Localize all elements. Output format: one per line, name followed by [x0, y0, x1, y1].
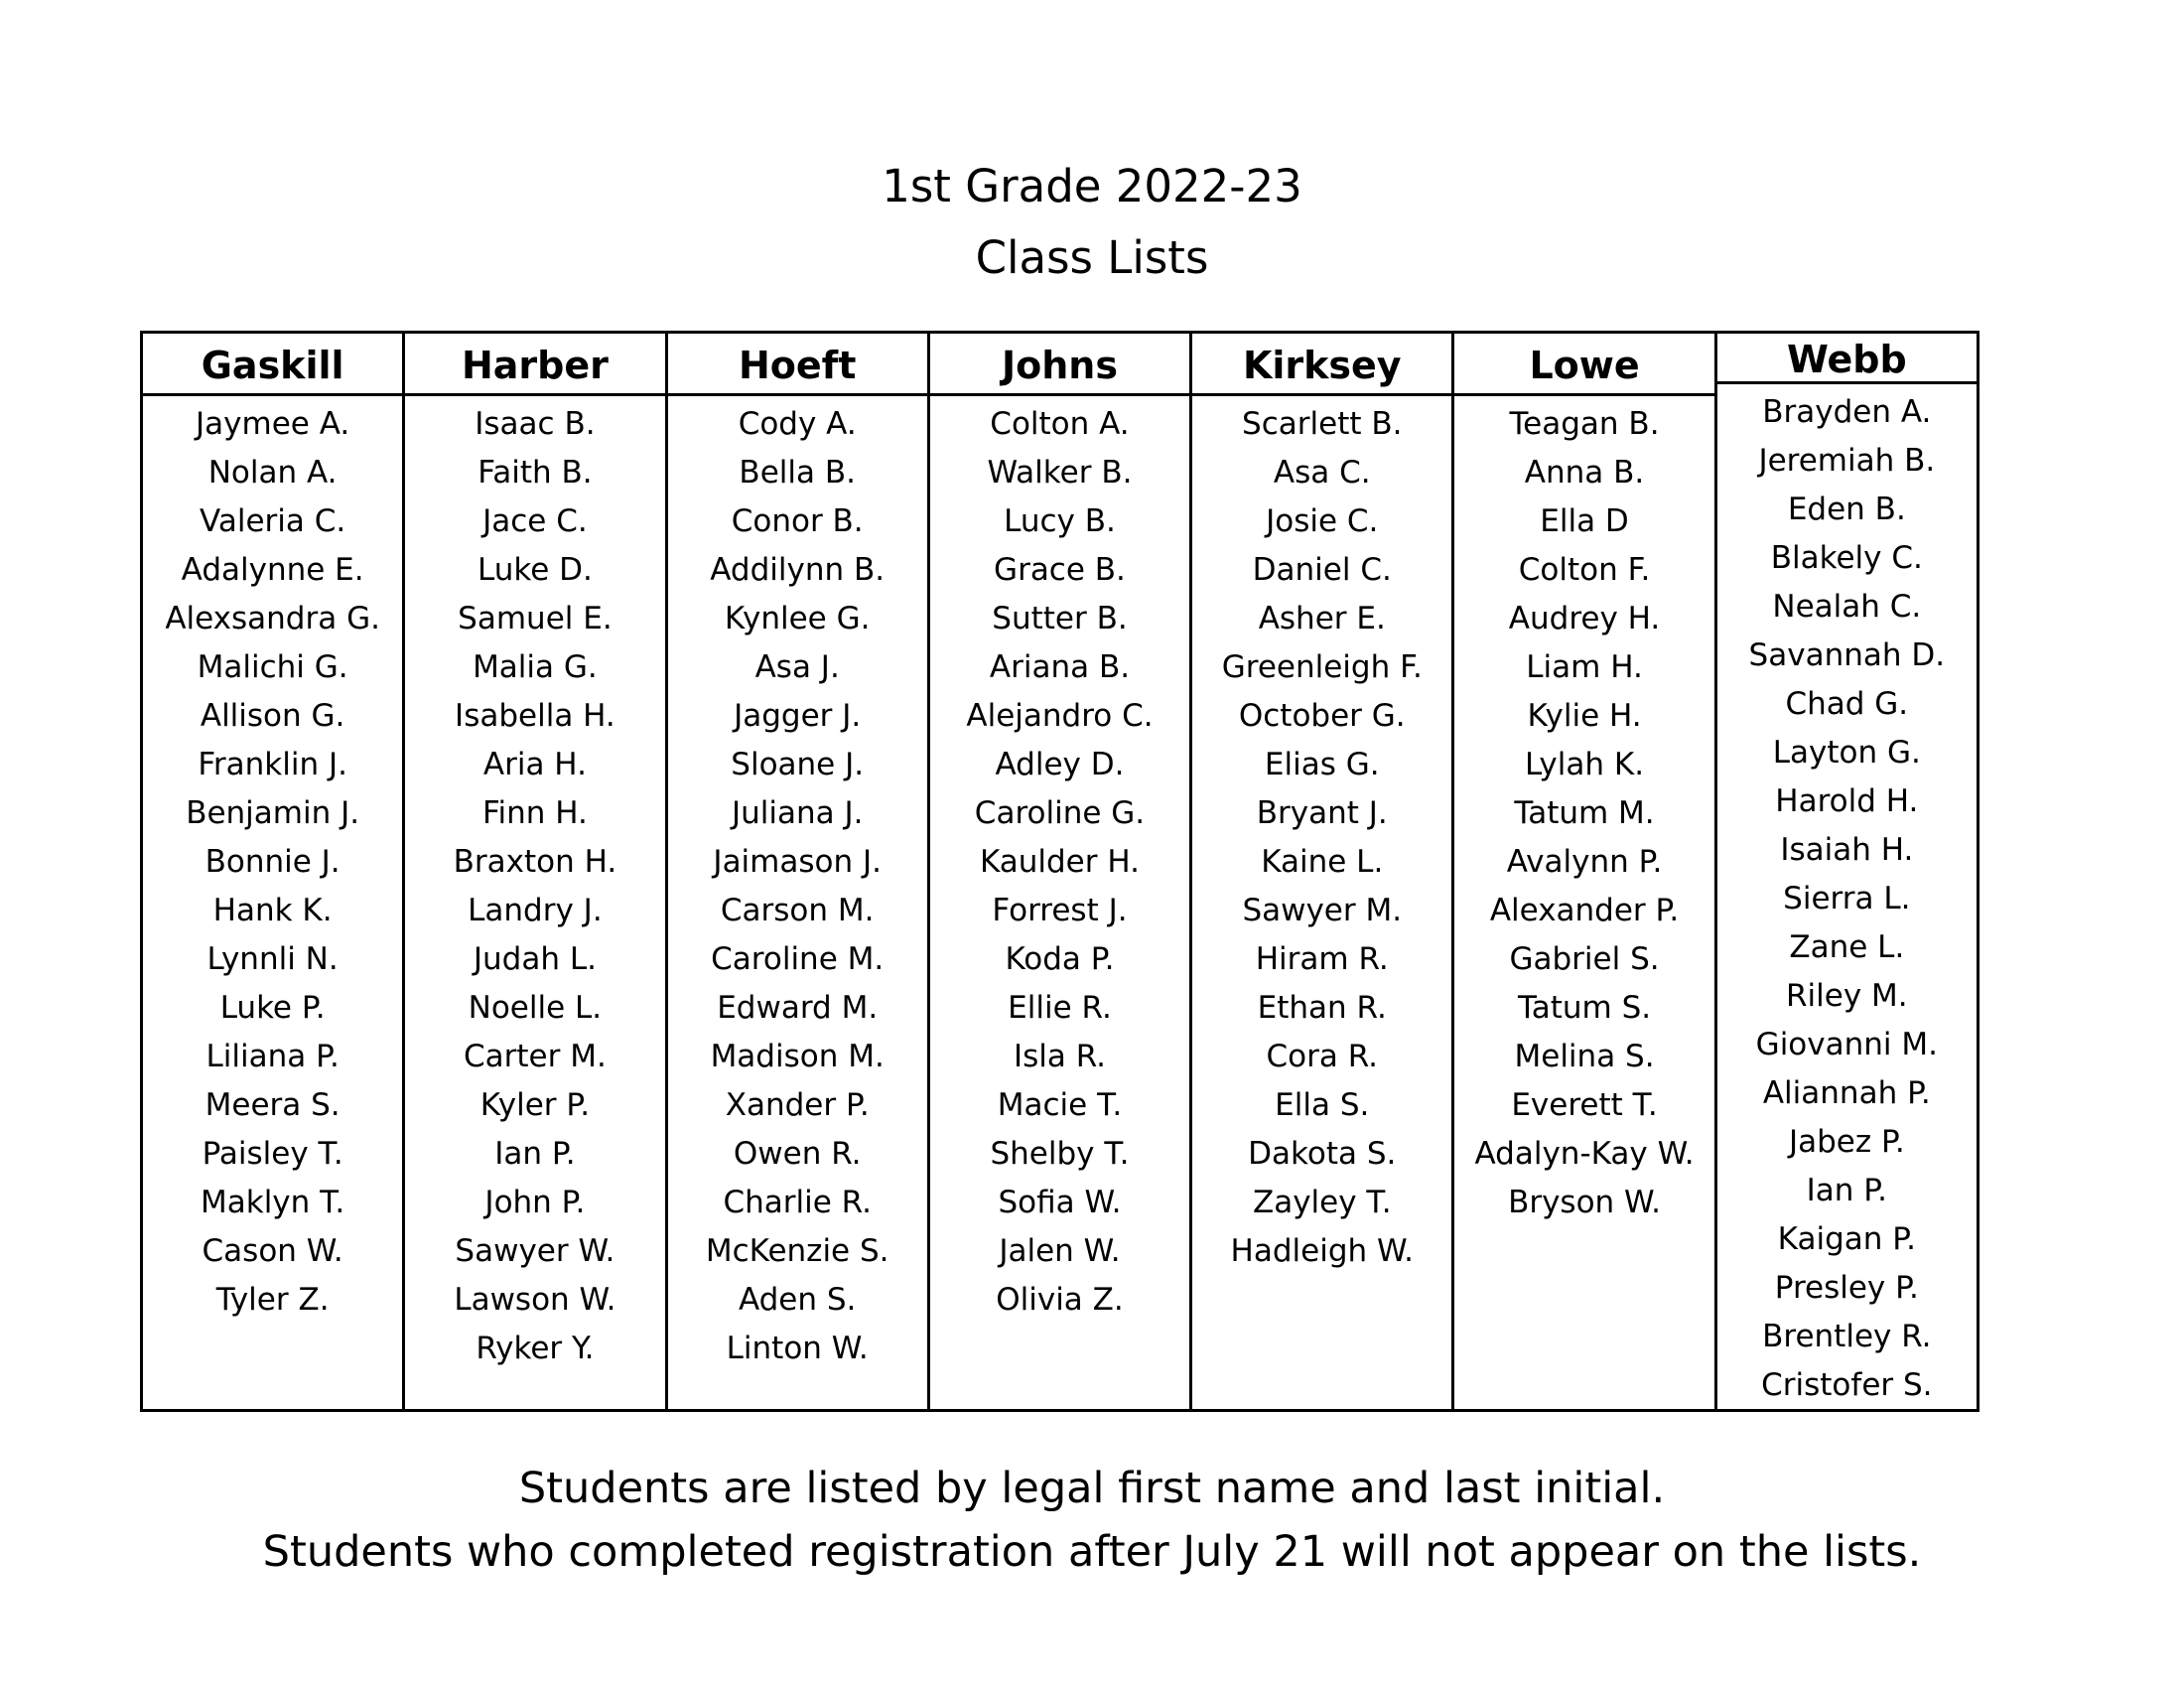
student-name: Lylah K.: [1525, 747, 1645, 782]
student-name: Lynnli N.: [206, 941, 339, 977]
student-name: Linton W.: [726, 1331, 869, 1366]
student-name: Isla R.: [1013, 1039, 1106, 1074]
student-name: Nealah C.: [1772, 589, 1922, 625]
student-name: Jaimason J.: [713, 844, 882, 880]
student-name: Audrey H.: [1508, 601, 1661, 636]
student-name: Owen R.: [733, 1136, 862, 1172]
student-name: Koda P.: [1005, 941, 1115, 977]
student-name: Cristofer S.: [1761, 1367, 1933, 1403]
class-lists-table: [140, 331, 1979, 1412]
student-name: Franklin J.: [198, 747, 347, 782]
student-name: Caroline M.: [711, 941, 885, 977]
student-name: Paisley T.: [202, 1136, 343, 1172]
student-name: Faith B.: [478, 455, 593, 491]
student-name: Walker B.: [987, 455, 1133, 491]
student-name: Riley M.: [1786, 978, 1908, 1014]
student-name: Zayley T.: [1252, 1185, 1392, 1220]
student-name: Hiram R.: [1255, 941, 1389, 977]
student-name: Landry J.: [468, 893, 603, 928]
student-name: Benjamin J.: [186, 795, 360, 831]
teacher-header: Gaskill: [143, 334, 402, 396]
student-name: Presley P.: [1774, 1270, 1919, 1306]
student-name: Colton F.: [1518, 552, 1651, 588]
student-name: Cason W.: [202, 1233, 343, 1269]
student-name: Tyler Z.: [215, 1282, 330, 1318]
student-name: Aliannah P.: [1762, 1075, 1931, 1111]
student-list: [143, 396, 402, 1325]
student-name: Brayden A.: [1762, 394, 1932, 430]
student-name: Bella B.: [739, 455, 856, 491]
student-name: Sawyer M.: [1242, 893, 1403, 928]
student-name: Everett T.: [1511, 1087, 1658, 1123]
student-name: Sierra L.: [1783, 881, 1911, 916]
student-name: Hank K.: [212, 893, 333, 928]
student-name: Melina S.: [1514, 1039, 1655, 1074]
class-column-lowe: [1451, 334, 1713, 1409]
student-name: Greenleigh F.: [1221, 649, 1423, 685]
student-name: Madison M.: [710, 1039, 885, 1074]
student-name: Colton A.: [990, 406, 1130, 442]
student-name: Meera S.: [205, 1087, 341, 1123]
student-name: Aden S.: [738, 1282, 857, 1318]
student-name: Nolan A.: [207, 455, 338, 491]
student-name: Maklyn T.: [201, 1185, 345, 1220]
student-name: Brentley R.: [1762, 1319, 1932, 1354]
student-name: Kylie H.: [1527, 698, 1642, 734]
student-name: Tatum S.: [1517, 990, 1652, 1026]
student-name: Gabriel S.: [1509, 941, 1660, 977]
student-name: McKenzie S.: [705, 1233, 889, 1269]
student-name: Ella S.: [1275, 1087, 1370, 1123]
student-name: Charlie R.: [723, 1185, 872, 1220]
student-name: Ellie R.: [1008, 990, 1112, 1026]
student-name: Allison G.: [200, 698, 345, 734]
student-name: Isabella H.: [455, 698, 615, 734]
student-name: Scarlett B.: [1242, 406, 1403, 442]
student-name: Isaac B.: [475, 406, 596, 442]
student-name: Carson M.: [720, 893, 875, 928]
student-name: Cody A.: [738, 406, 857, 442]
student-name: Layton G.: [1772, 735, 1921, 771]
student-name: Kaigan P.: [1777, 1221, 1916, 1257]
student-name: Olivia Z.: [996, 1282, 1124, 1318]
student-list: [930, 396, 1189, 1325]
student-name: Valeria C.: [200, 503, 346, 539]
student-name: Sloane J.: [731, 747, 865, 782]
student-name: Grace B.: [994, 552, 1126, 588]
student-name: Shelby T.: [990, 1136, 1130, 1172]
student-name: Judah L.: [473, 941, 597, 977]
teacher-header: Hoeft: [668, 334, 927, 396]
class-column-webb: [1714, 334, 1977, 1409]
student-name: Ryker Y.: [476, 1331, 595, 1366]
student-name: October G.: [1238, 698, 1406, 734]
student-name: Zane L.: [1789, 929, 1905, 965]
student-name: Jagger J.: [734, 698, 862, 734]
student-name: Forrest J.: [992, 893, 1128, 928]
student-name: Jeremiah B.: [1758, 443, 1936, 479]
student-name: Kynlee G.: [724, 601, 871, 636]
student-name: Lawson W.: [454, 1282, 616, 1318]
student-name: Sofia W.: [998, 1185, 1122, 1220]
student-name: Lucy B.: [1004, 503, 1116, 539]
student-name: Hadleigh W.: [1230, 1233, 1414, 1269]
student-name: Liam H.: [1526, 649, 1643, 685]
title-grade-year: 1st Grade 2022-23: [882, 160, 1302, 212]
student-name: Ariana B.: [989, 649, 1131, 685]
student-name: Teagan B.: [1509, 406, 1660, 442]
student-name: Savannah D.: [1748, 637, 1946, 673]
student-name: John P.: [484, 1185, 586, 1220]
teacher-header: Harber: [405, 334, 664, 396]
student-name: Dakota S.: [1248, 1136, 1397, 1172]
class-column-johns: [927, 334, 1189, 1409]
student-name: Tatum M.: [1514, 795, 1655, 831]
student-name: Conor B.: [731, 503, 864, 539]
teacher-header: Johns: [930, 334, 1189, 396]
student-name: Bryant J.: [1256, 795, 1388, 831]
student-list: [668, 396, 927, 1373]
student-name: Sutter B.: [992, 601, 1128, 636]
student-name: Daniel C.: [1252, 552, 1392, 588]
student-name: Harold H.: [1775, 783, 1919, 819]
student-name: Isaiah H.: [1780, 832, 1914, 868]
student-name: Bryson W.: [1508, 1185, 1662, 1220]
student-name: Ella D: [1540, 503, 1629, 539]
student-name: Chad G.: [1785, 686, 1909, 722]
student-name: Ian P.: [1806, 1173, 1888, 1208]
student-name: Asher E.: [1258, 601, 1386, 636]
student-list: [405, 396, 664, 1373]
teacher-header: Webb: [1717, 334, 1977, 384]
student-name: Macie T.: [997, 1087, 1123, 1123]
student-list: [1192, 396, 1451, 1276]
student-name: Sawyer W.: [455, 1233, 615, 1269]
student-name: Addilynn B.: [710, 552, 886, 588]
student-name: Jaymee A.: [196, 406, 350, 442]
class-column-gaskill: [143, 334, 402, 1409]
student-name: Alejandro C.: [966, 698, 1154, 734]
student-name: Blakely C.: [1770, 540, 1923, 576]
student-name: Alexander P.: [1489, 893, 1680, 928]
student-name: Jace C.: [482, 503, 588, 539]
student-name: Noelle L.: [468, 990, 603, 1026]
student-name: Malichi G.: [197, 649, 348, 685]
student-name: Luke P.: [219, 990, 326, 1026]
student-name: Adalyn-Kay W.: [1474, 1136, 1695, 1172]
student-name: Bonnie J.: [205, 844, 341, 880]
student-name: Josie C.: [1266, 503, 1379, 539]
title-class-lists: Class Lists: [975, 231, 1209, 284]
student-name: Giovanni M.: [1755, 1027, 1938, 1062]
student-name: Adley D.: [995, 747, 1125, 782]
student-name: Elias G.: [1264, 747, 1380, 782]
student-name: Jalen W.: [999, 1233, 1121, 1269]
student-name: Caroline G.: [974, 795, 1146, 831]
student-list: [1717, 384, 1977, 1410]
student-name: Carter M.: [464, 1039, 607, 1074]
student-name: Liliana P.: [205, 1039, 340, 1074]
student-name: Aria H.: [482, 747, 587, 782]
student-name: Kaine L.: [1261, 844, 1384, 880]
student-name: Edward M.: [717, 990, 879, 1026]
student-name: Asa C.: [1273, 455, 1371, 491]
student-name: Anna B.: [1524, 455, 1645, 491]
class-column-kirksey: [1189, 334, 1451, 1409]
student-name: Kyler P.: [479, 1087, 591, 1123]
student-name: Alexsandra G.: [165, 601, 380, 636]
student-name: Eden B.: [1787, 492, 1906, 527]
student-name: Ethan R.: [1257, 990, 1387, 1026]
student-name: Luke D.: [477, 552, 593, 588]
student-name: Braxton H.: [453, 844, 617, 880]
student-name: Finn H.: [481, 795, 588, 831]
student-list: [1454, 396, 1713, 1227]
student-name: Kaulder H.: [979, 844, 1140, 880]
teacher-header: Lowe: [1454, 334, 1713, 396]
student-name: Avalynn P.: [1506, 844, 1663, 880]
footer-note-naming: Students are listed by legal first name and last initial.: [518, 1464, 1666, 1513]
student-name: Juliana J.: [731, 795, 864, 831]
student-name: Cora R.: [1266, 1039, 1379, 1074]
student-name: Malia G.: [473, 649, 598, 685]
student-name: Samuel E.: [458, 601, 613, 636]
class-column-hoeft: [665, 334, 927, 1409]
student-name: Adalynne E.: [181, 552, 364, 588]
student-name: Jabez P.: [1788, 1124, 1905, 1160]
class-column-harber: [402, 334, 664, 1409]
student-name: Asa J.: [754, 649, 840, 685]
footer-note-registration: Students who completed registration after July 21 will not appear on the lists.: [262, 1527, 1922, 1577]
teacher-header: Kirksey: [1192, 334, 1451, 396]
student-name: Ian P.: [494, 1136, 576, 1172]
student-name: Xander P.: [725, 1087, 870, 1123]
